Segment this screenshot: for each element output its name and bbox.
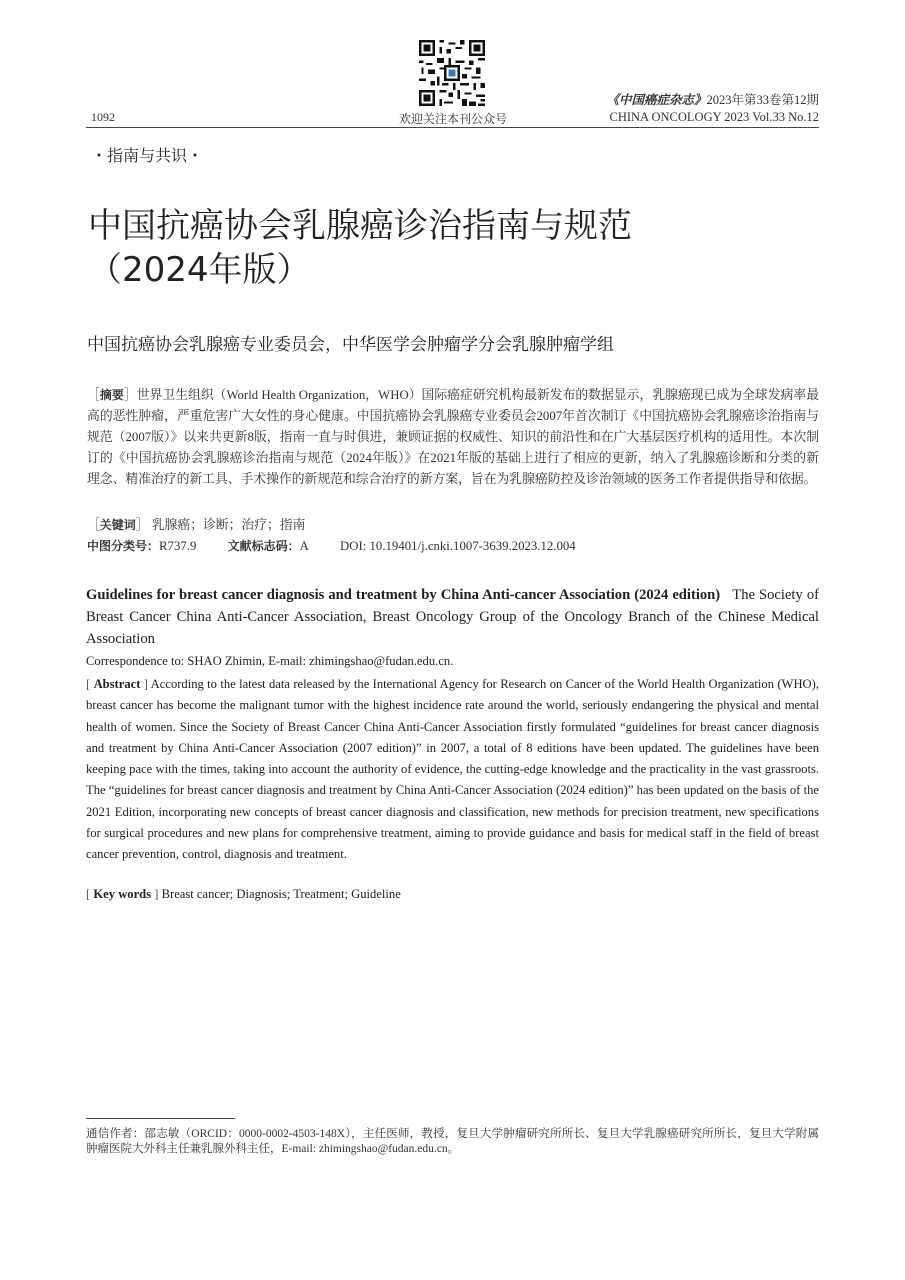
qr-caption: 欢迎关注本刊公众号 (398, 112, 507, 126)
article-title (88, 204, 632, 292)
footnote: 通信作者：邵志敏（ORCID：0000-0002-4503-148X），主任医师，教授，复旦大学肿瘤研究所所长、复旦大学乳腺癌研究所所长，复旦大学附属肿瘤医院大外科主任兼乳腺外科主任，E-mail: zhimingshao@fudan.edu.cn。 (86, 1128, 819, 1155)
abstract-cn-text: 世界卫生组织（World Health Organization，WHO）国际癌症研究机构最新发布的数据显示，乳腺癌现已成为全球发病率最高的恶性肿瘤，严重危害广大女性的身心健康。中国抗癌协会乳腺癌专业委员会2007年首次制订《中国抗癌协会乳腺癌诊治指南与规范（2007版）》以来共更新8版，指南一直与时俱进，兼顾证据的权威性、知识的前沿性和在广大基层医疗机构的适用性。本次制订的《中国抗癌协会乳腺癌诊治指南与规范（2024年版）》在2021年版的基础上进行了相应的更新，纳入了乳腺癌诊断和分类的新理念、精准治疗的新工具、手术操作的新规范和综合治疗的新方案，旨在为乳腺癌防控及诊治领域的医务工作者提供指导和依据。 (87, 388, 820, 486)
english-authors: The Society of Breast Cancer China Anti-Cancer Association, Breast Oncology Group of the Oncology Branch of the Chinese Medical Association (86, 587, 819, 647)
section-label: ・指南与共识・ (91, 146, 204, 165)
classification-line (87, 537, 819, 554)
doc-code-value: A (299, 539, 309, 553)
keywords-en-label: Key words (93, 887, 152, 901)
article-title-line2: （2024年版） (88, 250, 311, 290)
journal-name: 《中国癌症杂志》 (606, 93, 707, 107)
abstract-en: [ Abstract ] According to the latest data released by the International Agency for Research on Cancer of the World Health Organization (WHO), breast cancer has become the malignant tumor with the highest incidence rate around the world, seriously endangering the physical and mental health of women. Since the Society of Breast Cancer China Anti-Cancer Association firstly formulated “guidelines for breast cancer diagnosis and treatment by China Anti-Cancer Association (2007 edition)” in 2007, a total of 8 editions have been updated. The guidelines have been keeping pace with the times, taking into account the authority of evidence, the cutting-edge knowledge and the practicality in the vast grassroots. The “guidelines for breast cancer diagnosis and treatment by China Anti-Cancer Association (2024 edition)” has been updated on the basis of the 2021 Edition, incorporating new concepts of breast cancer diagnosis and classification, new methods for precision treatment, new specifications for surgical procedures and new plans for comprehensive treatment, aiming to provide guidance and basis for medical staff in the field of breast cancer prevention, control, diagnosis and treatment. (86, 677, 819, 862)
journal-line-en: CHINA ONCOLOGY 2023 Vol.33 No.12 (609, 110, 819, 124)
qr-code-icon (419, 40, 485, 106)
english-title-block (86, 584, 819, 650)
abstract-cn: ［摘要］世界卫生组织（World Health Organization，WHO）国际癌症研究机构最新发布的数据显示，乳腺癌现已成为全球发病率最高的恶性肿瘤，严重危害广大女性的身心健康。中国抗癌协会乳腺癌专业委员会2007年首次制订《中国抗癌协会乳腺癌诊治指南与规范（2007版）》以来共更新8版，指南一直与时俱进，兼顾证据的权威性、知识的前沿性和在广大基层医疗机构的适用性。本次制订的《中国抗癌协会乳腺癌诊治指南与规范（2024年版）》在2021年版的基础上进行了相应的更新，纳入了乳腺癌诊断和分类的新理念、精准治疗的新工具、手术操作的新规范和综合治疗的新方案，旨在为乳腺癌防控及诊治领域的医务工作者提供指导和依据。 (87, 388, 820, 486)
page-number: 1092 (91, 110, 115, 124)
abstract-en-text: According to the latest data released by the International Agency for Research on Cancer of the World Health Organization (WHO), breast cancer has become the malignant tumor with the highest incidence rate around the world, seriously endangering the physical and mental health of women. Since the Society of Breast Cancer China Anti-Cancer Association firstly formulated “guidelines for breast cancer diagnosis and treatment by China Anti-Cancer Association (2007 edition)” in 2007, a total of 8 editions have been updated. The guidelines have been keeping pace with the times, taking into account the authority of evidence, the cutting-edge knowledge and the practicality in the vast grassroots. The “guidelines for breast cancer diagnosis and treatment by China Anti-Cancer Association (2024 edition)” has been updated on the basis of the 2021 Edition, incorporating new concepts of breast cancer diagnosis and classification, new methods for precision treatment, new specifications for surgical procedures and new plans for comprehensive treatment, aiming to provide guidance and basis for medical staff in the field of breast cancer prevention, control, diagnosis and treatment. (86, 677, 819, 862)
clc-value: R737.9 (159, 539, 197, 553)
journal-header (606, 92, 819, 126)
journal-issue: 2023年第33卷第12期 (706, 93, 819, 107)
doc-code-label: 文献标志码： (227, 539, 300, 553)
correspondence: Correspondence to: SHAO Zhimin, E-mail: zhimingshao@fudan.edu.cn. (86, 654, 454, 668)
doi: DOI: 10.19401/j.cnki.1007-3639.2023.12.004 (340, 539, 576, 553)
english-title: Guidelines for breast cancer diagnosis and treatment by China Anti-cancer Association (2024 edition) (86, 587, 721, 603)
clc-label: 中图分类号： (87, 539, 160, 553)
keywords-en: [ Key words ] Breast cancer; Diagnosis; Treatment; Guideline (86, 887, 401, 901)
article-title-line1: 中国抗癌协会乳腺癌诊治指南与规范 (88, 206, 632, 246)
keywords-cn-label: 关键词 (99, 518, 136, 532)
header-divider (86, 127, 819, 128)
keywords-cn: ［关键词］ 乳腺癌；诊断；治疗；指南 (87, 518, 306, 532)
abstract-en-label: Abstract (93, 677, 141, 691)
keywords-cn-text: 乳腺癌；诊断；治疗；指南 (151, 518, 306, 532)
keywords-en-text: Breast cancer; Diagnosis; Treatment; Guideline (161, 887, 401, 901)
abstract-cn-label: 摘要 (99, 388, 124, 402)
authors-cn: 中国抗癌协会乳腺癌专业委员会，中华医学会肿瘤学分会乳腺肿瘤学组 (87, 335, 614, 355)
footnote-divider (86, 1118, 235, 1119)
